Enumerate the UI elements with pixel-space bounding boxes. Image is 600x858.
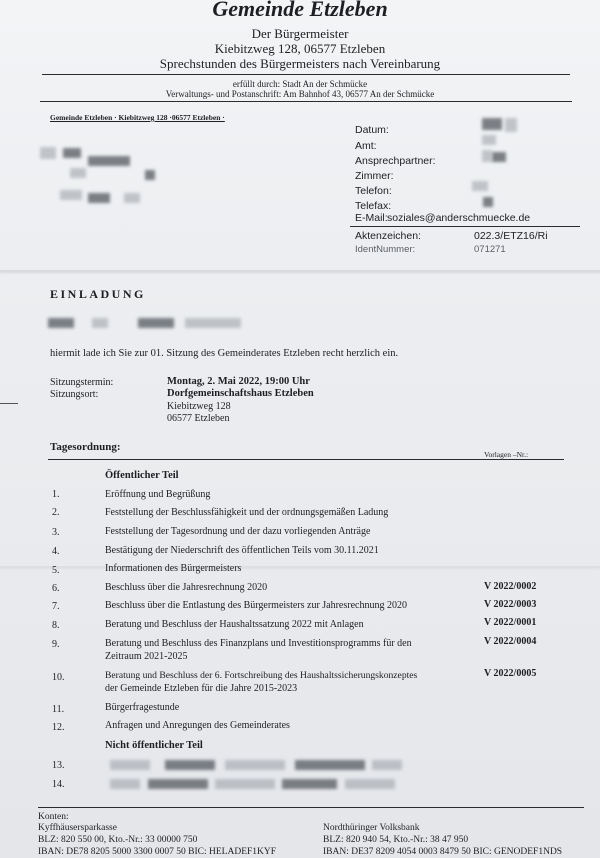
- agenda-text: Feststellung der Beschlussfähigkeit und der ordnungsgemäßen Ladung: [105, 507, 389, 518]
- phone-label: Telefon:: [355, 185, 392, 197]
- agenda-text-continued: Zeitraum 2021-2025: [105, 651, 188, 662]
- meeting-street: Kiebitzweg 128: [167, 401, 231, 412]
- header-fulfilled-by: erfüllt durch: Stadt An der Schmücke: [232, 79, 368, 89]
- invitation-intro: hiermit lade ich Sie zur 01. Sitzung des Gemeinderates Etzleben recht herzlich ein.: [50, 348, 399, 359]
- bank1-iban: IBAN: DE78 8205 5000 3300 0007 50 BIC: HELADEF1KYF: [38, 847, 277, 857]
- bank2-account: BLZ: 820 940 54, Kto.-Nr.: 38 47 950: [323, 835, 469, 845]
- agenda-number: 12.: [52, 722, 65, 733]
- reference-column-label: Vorlagen –Nr.:: [484, 450, 529, 459]
- meeting-place-label: Sitzungsort:: [50, 389, 99, 400]
- meeting-place: Dorfgemeinschaftshaus Etzleben: [167, 388, 314, 399]
- header-office-hours: Sprechstunden des Bürgermeisters nach Vereinbarung: [159, 56, 441, 71]
- contact-person-label: Ansprechpartner:: [355, 155, 436, 167]
- invitation-heading: EINLADUNG: [50, 287, 146, 301]
- agenda-number: 1.: [52, 489, 60, 500]
- bank2-iban: IBAN: DE37 8209 4054 0003 8479 50 BIC: GENODEF1NDS: [323, 847, 563, 857]
- agenda-text: Beschluss über die Jahresrechnung 2020: [105, 582, 268, 593]
- agenda-text: Eröffnung und Begrüßung: [105, 489, 211, 500]
- agenda-number: 3.: [52, 527, 60, 538]
- agenda-text-continued: der Gemeinde Etzleben für die Jahre 2015-2023: [105, 683, 298, 694]
- sender-return-line: Gemeinde Etzleben · Kiebitzweg 128 ·06577 Etzleben ·: [50, 113, 225, 122]
- room-label: Zimmer:: [355, 170, 394, 182]
- ident-value: 071271: [474, 244, 506, 255]
- agenda-text: Feststellung der Tagesordnung und der dazu vorliegenden Anträge: [105, 526, 371, 537]
- divider: [42, 74, 570, 75]
- agenda-number: 10.: [52, 672, 65, 683]
- office-label: Amt:: [355, 140, 377, 152]
- reference-value: 022.3/ETZ16/Ri: [474, 230, 548, 242]
- ident-label: IdentNummer:: [355, 244, 416, 255]
- nonpublic-section-heading: Nicht öffentlicher Teil: [105, 740, 203, 751]
- divider: [350, 226, 580, 227]
- agenda-text: Beratung und Beschluss des Finanzplans und Investitionsprogramms für den: [105, 638, 412, 649]
- meeting-date-label: Sitzungstermin:: [50, 377, 114, 388]
- divider: [48, 459, 564, 460]
- accounts-label: Konten:: [38, 812, 69, 822]
- agenda-number: 14.: [52, 779, 65, 790]
- agenda-text: Bürgerfragestunde: [105, 702, 180, 713]
- divider: [38, 807, 584, 808]
- public-section-heading: Öffentlicher Teil: [105, 470, 179, 481]
- agenda-text: Beratung und Beschluss der Haushaltssatzung 2022 mit Anlagen: [105, 619, 364, 630]
- paper-fold: [0, 270, 600, 272]
- bank2-name: Nordthüringer Volksbank: [323, 823, 420, 833]
- agenda-reference: V 2022/0004: [484, 636, 537, 647]
- bank1-account: BLZ: 820 550 00, Kto.-Nr.: 33 00000 750: [38, 835, 198, 845]
- agenda-reference: V 2022/0001: [484, 617, 537, 628]
- agenda-number: 5.: [52, 565, 60, 576]
- header-office: Der Bürgermeister: [251, 26, 349, 41]
- meeting-city: 06577 Etzleben: [167, 413, 230, 424]
- header-address: Kiebitzweg 128, 06577 Etzleben: [214, 41, 386, 56]
- agenda-reference: V 2022/0003: [484, 599, 537, 610]
- agenda-number: 8.: [52, 620, 60, 631]
- agenda-number: 2.: [52, 507, 60, 518]
- fax-label: Telefax:: [355, 200, 392, 212]
- agenda-text: Bestätigung der Niederschrift des öffentlichen Teils vom 30.11.2021: [105, 545, 379, 556]
- email-label: E-Mail:: [355, 212, 388, 224]
- agenda-number: 4.: [52, 546, 60, 557]
- agenda-number: 11.: [52, 704, 65, 715]
- municipality-title: Gemeinde Etzleben: [212, 0, 388, 21]
- fold-mark: [0, 403, 18, 404]
- agenda-number: 13.: [52, 760, 65, 771]
- paper-fold: [0, 566, 600, 568]
- reference-label: Aktenzeichen:: [355, 230, 421, 242]
- agenda-text: Informationen des Bürgermeisters: [105, 563, 242, 574]
- agenda-number: 9.: [52, 639, 60, 650]
- agenda-number: 6.: [52, 583, 60, 594]
- header-postal-address: Verwaltungs- und Postanschrift: Am Bahnhof 43, 06577 An der Schmücke: [165, 89, 435, 99]
- email-value: soziales@anderschmuecke.de: [387, 212, 531, 224]
- divider: [40, 101, 572, 102]
- agenda-text: Beschluss über die Entlastung des Bürgermeisters zur Jahresrechnung 2020: [105, 600, 407, 611]
- agenda-reference: V 2022/0002: [484, 581, 537, 592]
- bank1-name: Kyffhäusersparkasse: [38, 823, 117, 833]
- agenda-text: Anfragen und Anregungen des Gemeinderates: [105, 720, 290, 731]
- agenda-heading: Tagesordnung:: [50, 441, 121, 453]
- meeting-date: Montag, 2. Mai 2022, 19:00 Uhr: [167, 376, 310, 387]
- agenda-reference: V 2022/0005: [484, 668, 537, 679]
- date-label: Datum:: [355, 124, 389, 136]
- agenda-text: Beratung und Beschluss der 6. Fortschreibung des Haushaltssicherungskonzeptes: [105, 670, 418, 681]
- agenda-number: 7.: [52, 601, 60, 612]
